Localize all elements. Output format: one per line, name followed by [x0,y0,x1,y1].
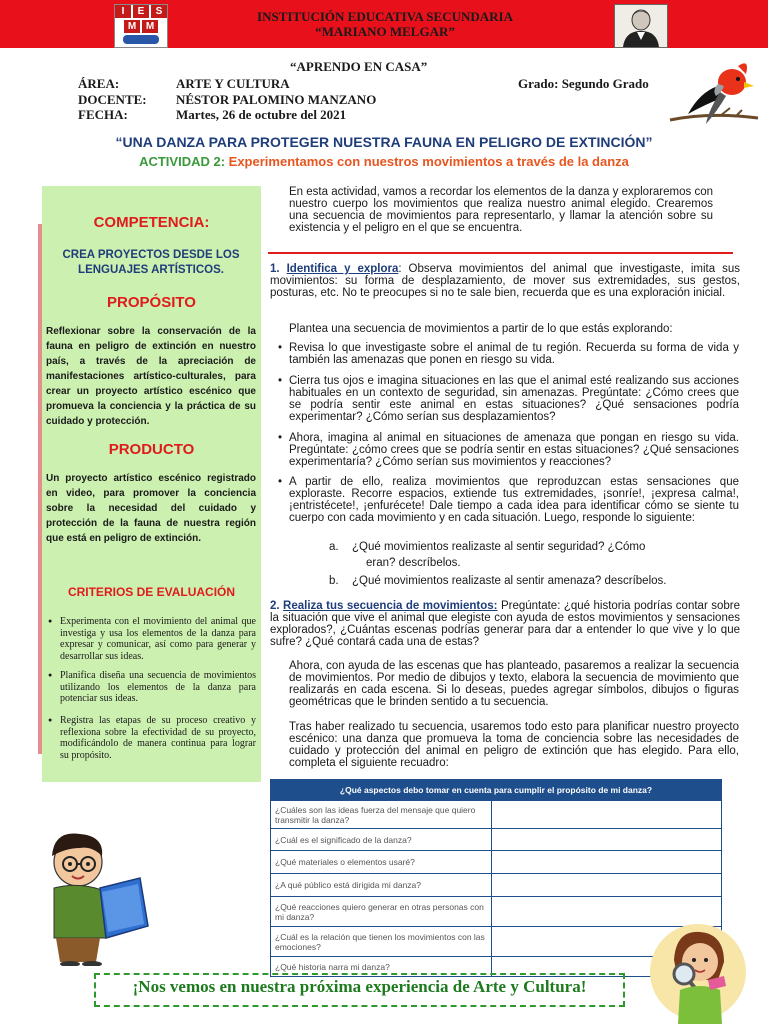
divider-line [268,252,733,254]
bullet-dot: • [278,375,283,387]
table-row [271,829,722,851]
docente-label: DOCENTE: [78,92,147,107]
step-1-number: 1. [270,263,280,275]
table-question: ¿Qué reacciones quiero generar en otras personas con mi danza? [271,897,492,927]
table-answer-cell[interactable] [492,801,722,829]
table-question: ¿Cuáles son las ideas fuerza del mensaje que quiero transmitir la danza? [271,801,492,829]
left-panel [42,186,261,782]
area-value: ARTE Y CULTURA [176,76,290,91]
sub-item-b-text: ¿Qué movimientos realizaste al sentir amenaza? descríbelos. [352,575,667,587]
intro-paragraph: En esta actividad, vamos a recordar los elementos de la danza y exploraremos con nuestro cuerpo los movimientos que realiza nuestro animal elegido. Crearemos una secuencia de movimientos para representarlo, y llamar la atención sobre su existencia y el peligro en el que se encuentra. [289,186,713,234]
paragraph-proyecto: Tras haber realizado tu secuencia, usaremos todo esto para planificar nuestro proyecto escénico: una danza que promueva la toma de conciencia sobre las necesidades de cuidado y protección del animal en peligro de extinción que has elegido. Para ello, completa el siguiente recuadro: [289,721,739,769]
aprendo-en-casa: “APRENDO EN CASA” [290,59,428,74]
table-header-row [271,780,722,801]
grado: Grado: Segundo Grado [518,76,649,91]
activity-text: Experimentamos con nuestros movimientos a través de la danza [228,154,629,169]
logo-letter: M [142,20,158,33]
proposito-text: Reflexionar sobre la conservación de la fauna en peligro de extinción en nuestro país, a través de la apreciación de manifestaciones artístico-culturales, para crear un proyecto artístico escénico que promueva la conciencia y la práctica de su cuidado y protección. [46,326,256,427]
criterios-heading: CRITERIOS DE EVALUACIÓN [67,585,236,599]
step-2-number: 2. [270,600,280,612]
bullet-dot: • [278,342,283,354]
sub-item-a-line-2: eran? descríbelos. [366,557,461,569]
fecha-value: Martes, 26 de octubre del 2021 [176,107,347,122]
bird-illustration [660,52,760,132]
fecha-label: FECHA: [78,107,128,122]
table-answer-cell[interactable] [492,829,722,851]
competencia-text: CREA PROYECTOS DESDE LOS LENGUAJES ARTÍSTICOS. [62,249,240,276]
school-line-2: “MARIANO MELGAR” [315,24,455,39]
logo-letter: S [151,5,167,18]
bullet-item [278,432,739,468]
step-1-title: Identifica y explora [286,263,399,275]
table-row [271,801,722,829]
table-question: ¿Qué historia narra mi danza? [271,957,492,977]
boy-reading-illustration [40,826,158,966]
table-question: ¿Cuál es el significado de la danza? [271,829,492,851]
footer-message: ¡Nos vemos en nuestra próxima experiencia de Arte y Cultura! [132,977,587,996]
school-line-1: INSTITUCIÓN EDUCATIVA SECUNDARIA [257,9,513,24]
table-question: ¿Qué materiales o elementos usaré? [271,851,492,874]
sub-item-a-letter: a. [329,541,339,553]
table-row [271,874,722,897]
criteria-item: ● Experimenta con el movimiento del animal que investiga y usa los elementos de la danza para expresar y comunicar, así como para generar y desarrollar sus ideas. [46,616,256,662]
bullet-item [278,476,739,524]
logo-letter: M [124,20,140,33]
girl-magnifier-illustration [648,920,748,1024]
bullet-text: Cierra tus ojos e imagina situaciones en las que el animal esté realizando sus acciones habituales en un contexto de seguridad, sin amenazas. Pregúntate: ¿Cómo crees que se podría sentir este animal en estas situaciones? ¿Qué sensaciones podría experimentar? ¿Cómo serían sus desplazamientos? [289,375,739,423]
table-answer-cell[interactable] [492,874,722,897]
bullet-dot: • [278,476,283,488]
criteria-item: ● Registra las etapas de su proceso creativo y reflexiona sobre la efectividad de su proyecto, modificándolo de manera continua para lograr su propósito. [46,715,256,761]
step-2-text: Pregúntate: ¿qué historia podrías contar sobre la situación que vive el animal que elegiste con ayuda de estos movimientos y sensaciones explorados?, ¿Cuántas escenas podrías generar para dar a entender lo que vive y lo que sufre? ¿Qué contará cada una de estas? [270,600,740,648]
table-question: ¿A qué público está dirigida mi danza? [271,874,492,897]
step-2 [270,600,740,648]
bullet-text: Ahora, imagina al animal en situaciones de amenaza que pongan en riesgo su vida. Pregúntate: ¿cómo crees que se podría sentir en estas situaciones? ¿Qué sensaciones experimentaría? ¿Cómo serían sus movimientos y reacciones? [289,432,739,468]
main-title: “UNA DANZA PARA PROTEGER NUESTRA FAUNA EN PELIGRO DE EXTINCIÓN” [115,134,653,150]
paragraph-secuencia: Ahora, con ayuda de las escenas que has planteado, pasaremos a realizar la secuencia de movimientos. Por medio de dibujos y texto, elabora la secuencia de movimiento que realizarás en cada escena. Si lo deseas, puedes agregar símbolos, dibujos o figuras geométricas que le brinden sentido a tu secuencia. [289,660,739,708]
school-name [190,9,580,39]
step-2-title: Realiza tus secuencia de movimientos: [283,600,498,612]
table-question: ¿Cuál es la relación que tienen los movimientos con las emociones? [271,927,492,957]
producto-heading: PRODUCTO [108,441,195,458]
table-row [271,851,722,874]
proposito-heading: PROPÓSITO [107,294,196,311]
logo-letter: I [115,5,131,18]
criteria-item: ● Planifica diseña una secuencia de movimientos utilizando los elementos de la danza para potenciar sus ideas. [46,670,256,705]
area-label: ÁREA: [78,76,120,91]
bullet-text: Revisa lo que investigaste sobre el animal de tu región. Recuerda su forma de vida y también las amenazas que ponen en riesgo su vida. [289,342,739,366]
activity-label: ACTIVIDAD 2: [139,154,226,169]
step-1 [270,263,740,299]
school-logo [114,4,168,48]
bullet-item [278,375,739,423]
sub-item-b-letter: b. [329,575,339,587]
bullet-item [278,342,739,366]
bullet-dot: • [278,432,283,444]
logo-letter: E [133,5,149,18]
table-answer-cell[interactable] [492,851,722,874]
docente-value: NÉSTOR PALOMINO MANZANO [176,92,377,107]
plantea-text: Plantea una secuencia de movimientos a partir de lo que estás explorando: [289,323,673,335]
sub-item-a-line-1: ¿Qué movimientos realizaste al sentir seguridad? ¿Cómo [352,541,646,553]
portrait-image [614,4,668,48]
activity-title [30,154,738,169]
competencia-heading: COMPETENCIA: [93,214,210,231]
producto-text: Un proyecto artístico escénico registrado en video, para promover la conciencia sobre la necesidad del cuidado y protección de la fauna de nuestra región que está en peligro de extinción. [46,473,256,544]
table-header: ¿Qué aspectos debo tomar en cuenta para cumplir el propósito de mi danza? [271,780,722,801]
bullet-text: A partir de ello, realiza movimientos que reproduzcan estas sensaciones que exploraste. Recorre espacios, extiende tus extremidades, ¡sonríe!, ¡expresa calma!, ¡entristécete!, ¡enfurécete! Dale tiempo a cada idea para identificar cómo se siente tu cuerpo con cada movimiento y en cada situación. Luego, responde lo siguiente: [289,476,739,524]
step-1-text: : Observa movimientos del animal que investigaste, imita sus movimientos: su forma de desplazamiento, de mover sus extremidades, sus gestos, posturas, etc. No te preocupes si no te sale bien, recuerda que es una exploración inicial. [270,263,740,299]
